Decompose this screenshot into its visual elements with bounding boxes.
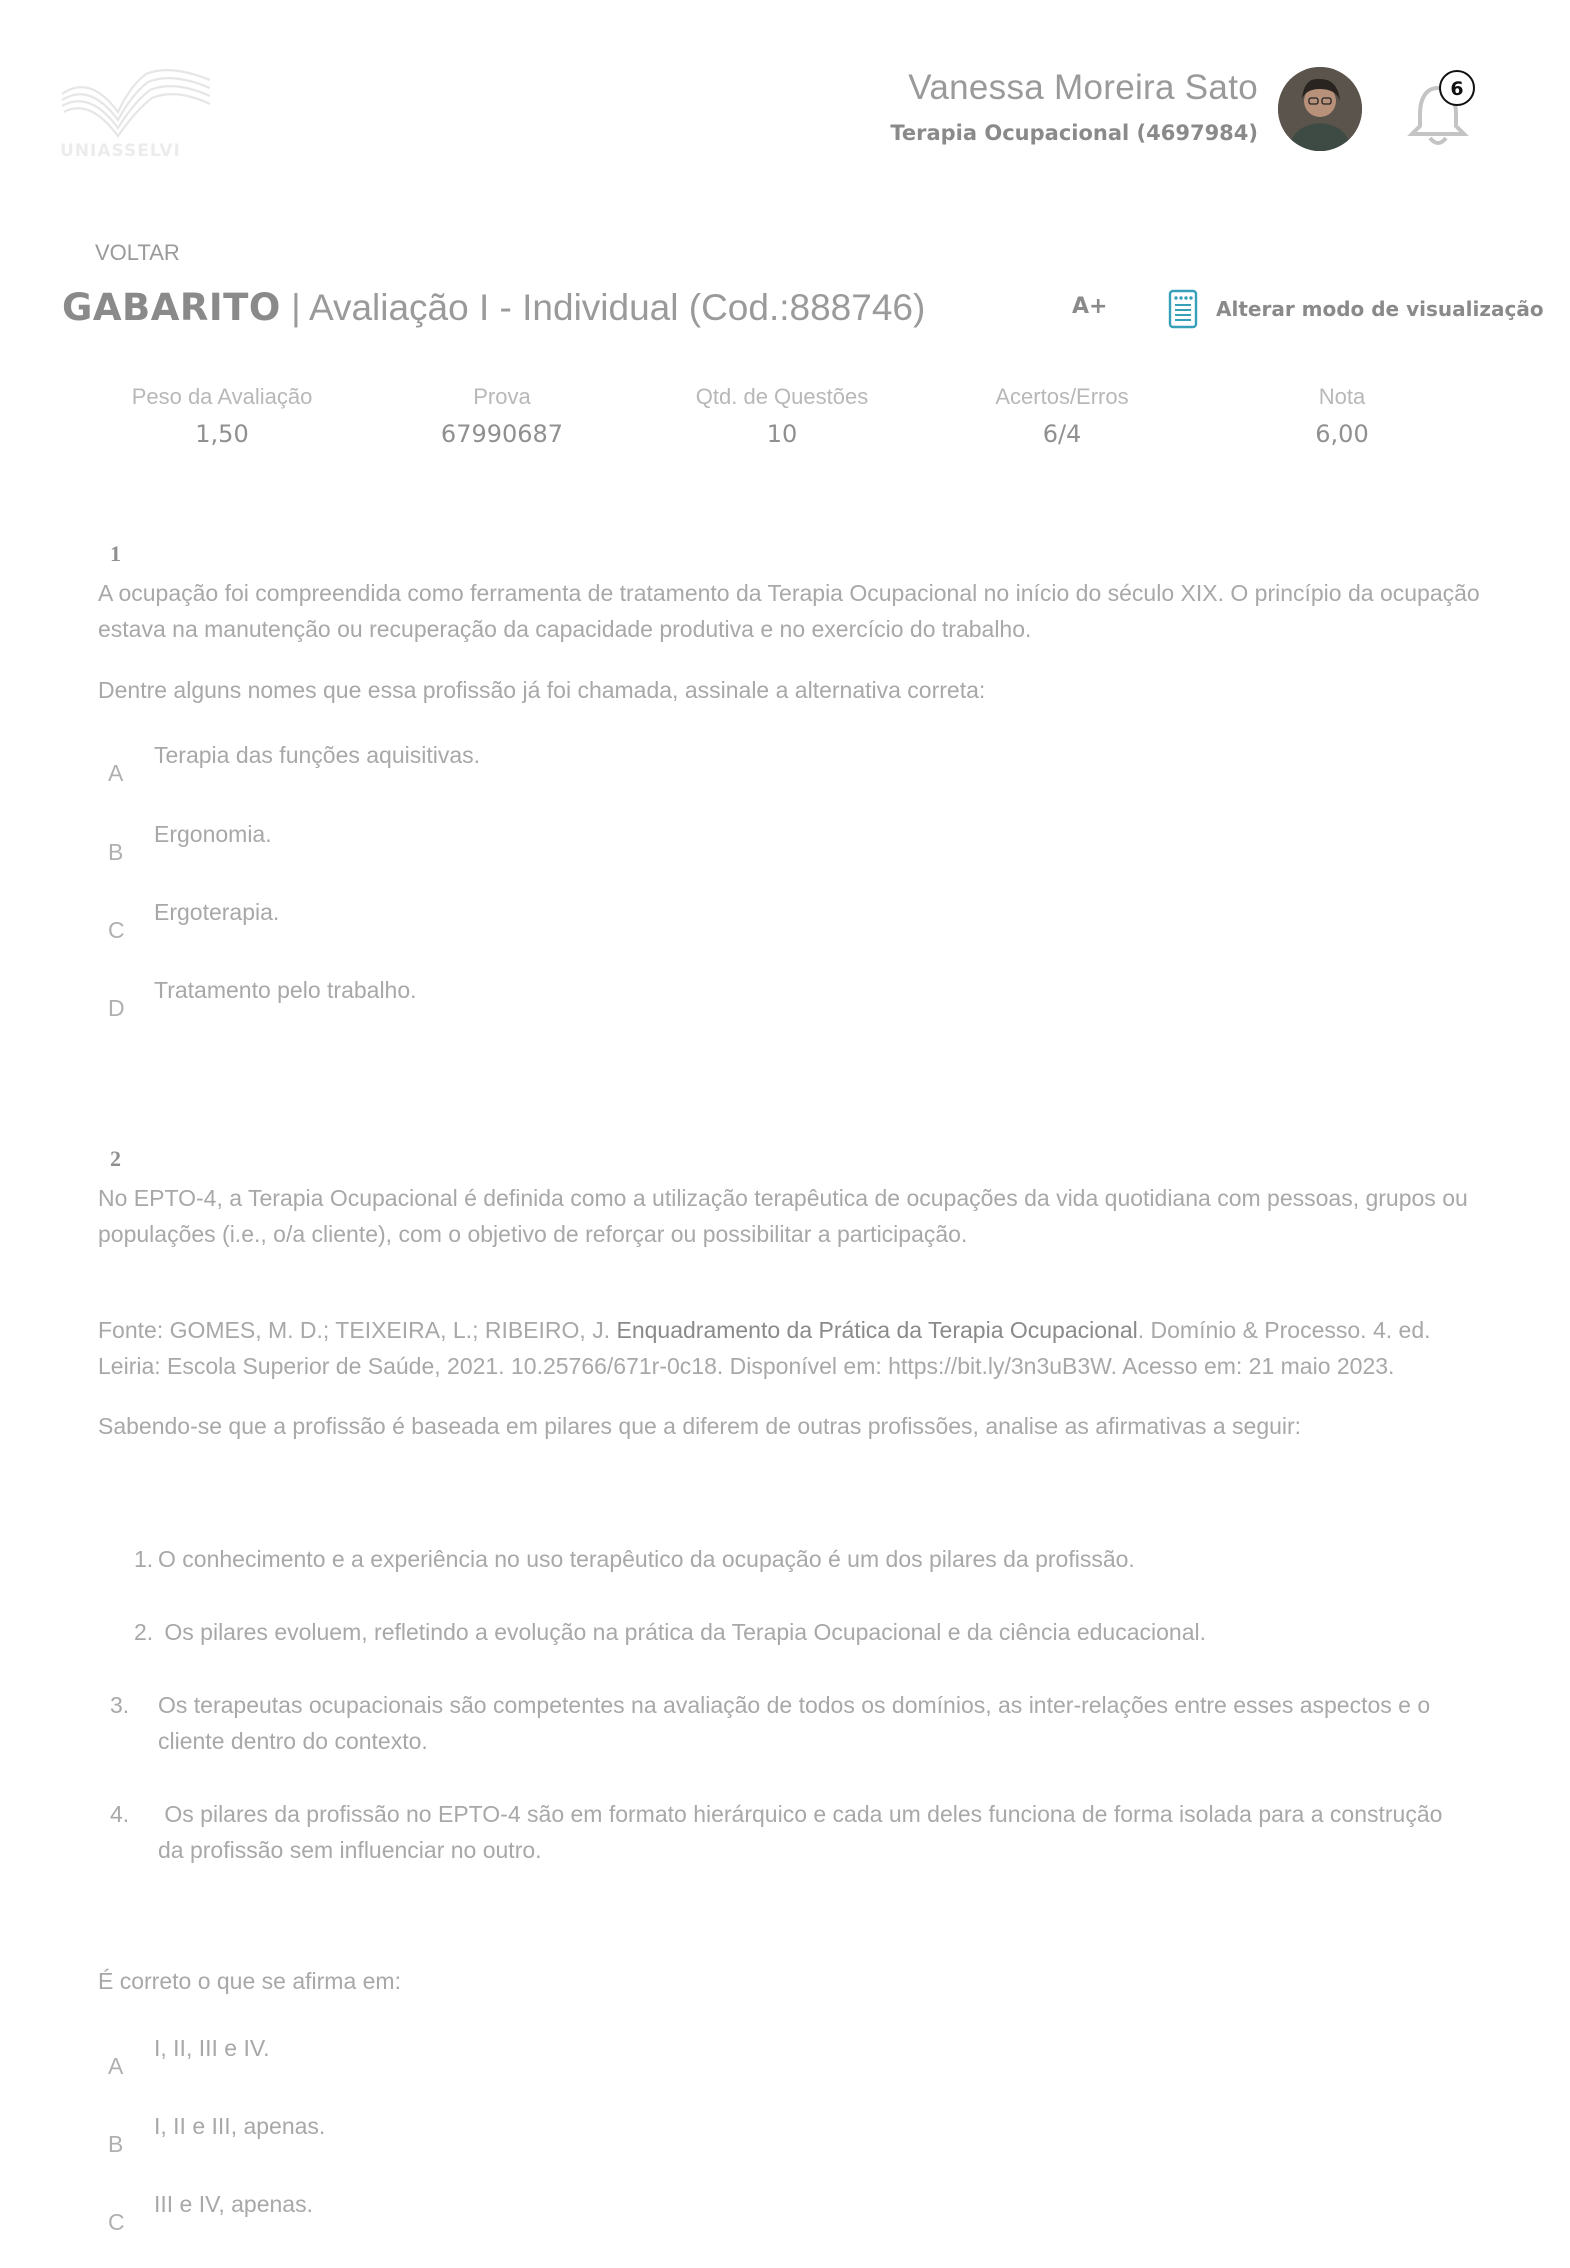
stat-weight xyxy=(82,384,362,448)
question-ask: É correto o que se afirma em: xyxy=(98,1968,401,1994)
page-title xyxy=(62,286,925,329)
option-text: Tratamento pelo trabalho. xyxy=(154,977,417,1003)
statement-text: Os pilares da profissão no EPTO-4 são em formato hierárquico e cada um deles funciona de forma isolada para a construção da profissão sem influenciar no outro. xyxy=(158,1801,1443,1863)
statement-item xyxy=(110,1687,1464,1759)
stat-value: 6/4 xyxy=(1042,420,1082,448)
option-letter: D xyxy=(108,995,125,1021)
statement-text: Os pilares evoluem, refletindo a evolução na prática da Terapia Ocupacional e da ciência educacional. xyxy=(158,1619,1206,1645)
uniasselvi-logo xyxy=(60,66,215,161)
option-letter: B xyxy=(108,2131,124,2157)
stat-value: 1,50 xyxy=(195,420,249,448)
stats-bar xyxy=(82,384,1482,448)
option-text: Ergonomia. xyxy=(154,821,272,847)
view-mode-label: Alterar modo de visualização xyxy=(1216,297,1544,321)
option-text: III e IV, apenas. xyxy=(154,2191,313,2217)
option-letter: B xyxy=(108,839,124,865)
question-prompt: Sabendo-se que a profissão é baseada em pilares que a diferem de outras profissões, analise as afirmativas a seguir: xyxy=(98,1413,1302,1439)
option-b[interactable] xyxy=(98,821,998,871)
option-text: I, II e III, apenas. xyxy=(154,2113,326,2139)
question-source xyxy=(98,1312,1488,1384)
page-title-strong: GABARITO xyxy=(62,286,281,329)
source-title: Enquadramento da Prática da Terapia Ocupacional xyxy=(616,1317,1138,1343)
stat-label: Prova xyxy=(473,384,531,409)
stat-value: 67990687 xyxy=(440,420,564,448)
option-a[interactable] xyxy=(98,2035,998,2085)
statement-number: 1. xyxy=(134,1546,154,1572)
statement-text: O conhecimento e a experiência no uso terapêutico da ocupação é um dos pilares da profissão. xyxy=(158,1546,1135,1572)
statement-item xyxy=(134,1614,1464,1650)
question-number: 2 xyxy=(110,1146,121,1171)
option-letter: A xyxy=(108,2053,124,2079)
option-b[interactable] xyxy=(98,2113,998,2163)
user-name: Vanessa Moreira Sato xyxy=(908,68,1258,107)
stat-exam xyxy=(362,384,642,448)
option-letter: A xyxy=(108,760,124,786)
option-text: Ergoterapia. xyxy=(154,899,280,925)
option-d[interactable] xyxy=(98,977,998,1027)
stat-label: Qtd. de Questões xyxy=(695,384,869,409)
statement-item xyxy=(134,1541,1464,1577)
stat-label: Acertos/Erros xyxy=(995,384,1129,409)
page-title-rest: Avaliação I - Individual (Cod.:888746) xyxy=(308,287,926,328)
option-text: Terapia das funções aquisitivas. xyxy=(154,742,481,768)
option-text: I, II, III e IV. xyxy=(154,2035,270,2061)
page-title-separator: | xyxy=(280,287,309,328)
option-letter: C xyxy=(108,2209,125,2235)
source-prefix: Fonte: GOMES, M. D.; TEIXEIRA, L.; RIBEIRO, J. xyxy=(98,1317,617,1343)
stat-value: 6,00 xyxy=(1315,420,1369,448)
stat-question-count xyxy=(642,384,922,448)
statement-number: 2. xyxy=(134,1619,154,1645)
option-c[interactable] xyxy=(98,2191,998,2241)
question-text: A ocupação foi compreendida como ferramenta de tratamento da Terapia Ocupacional no início do século XIX. O princípio da ocupação estava na manutenção ou recuperação da capacidade produtiva e no exercício do trabalho. xyxy=(98,580,1480,642)
stat-hits-errors xyxy=(922,384,1202,448)
stat-grade xyxy=(1202,384,1482,448)
stat-label: Peso da Avaliação xyxy=(131,384,313,409)
statement-text: Os terapeutas ocupacionais são competentes na avaliação de todos os domínios, as inter-relações entre esses aspectos e o cliente dentro do contexto. xyxy=(158,1692,1431,1754)
stat-label: Nota xyxy=(1318,384,1366,409)
svg-text:UNIASSELVI: UNIASSELVI xyxy=(60,141,181,161)
source-suffix: . Domínio & Processo. 4. ed. Leiria: Escola Superior de Saúde, 2021. 10.25766/671r-0c18. Disponível em: https://bit.ly/3n3uB3W. Acesso em: 21 maio 2023. xyxy=(98,1317,1431,1379)
statement-number: 3. xyxy=(110,1692,130,1718)
user-course: Terapia Ocupacional (4697984) xyxy=(890,121,1258,145)
document-icon xyxy=(1168,289,1198,329)
notification-count-badge: 6 xyxy=(1439,70,1475,106)
option-letter: C xyxy=(108,917,125,943)
question-number: 1 xyxy=(110,541,121,566)
stat-value: 10 xyxy=(766,420,798,448)
question-prompt: Dentre alguns nomes que essa profissão já foi chamada, assinale a alternativa correta: xyxy=(98,677,986,703)
statement-number: 4. xyxy=(110,1801,130,1827)
option-c[interactable] xyxy=(98,899,998,949)
statement-item xyxy=(110,1796,1464,1868)
question-text: No EPTO-4, a Terapia Ocupacional é definida como a utilização terapêutica de ocupações da vida quotidiana com pessoas, grupos ou populações (i.e., o/a cliente), com o objetivo de reforçar ou possibilitar a participação. xyxy=(98,1185,1468,1247)
back-link[interactable]: VOLTAR xyxy=(95,240,180,265)
view-mode-button[interactable] xyxy=(1168,288,1544,330)
font-increase-button[interactable]: A+ xyxy=(1072,294,1108,319)
option-a[interactable] xyxy=(98,742,998,792)
avatar[interactable] xyxy=(1278,67,1362,151)
